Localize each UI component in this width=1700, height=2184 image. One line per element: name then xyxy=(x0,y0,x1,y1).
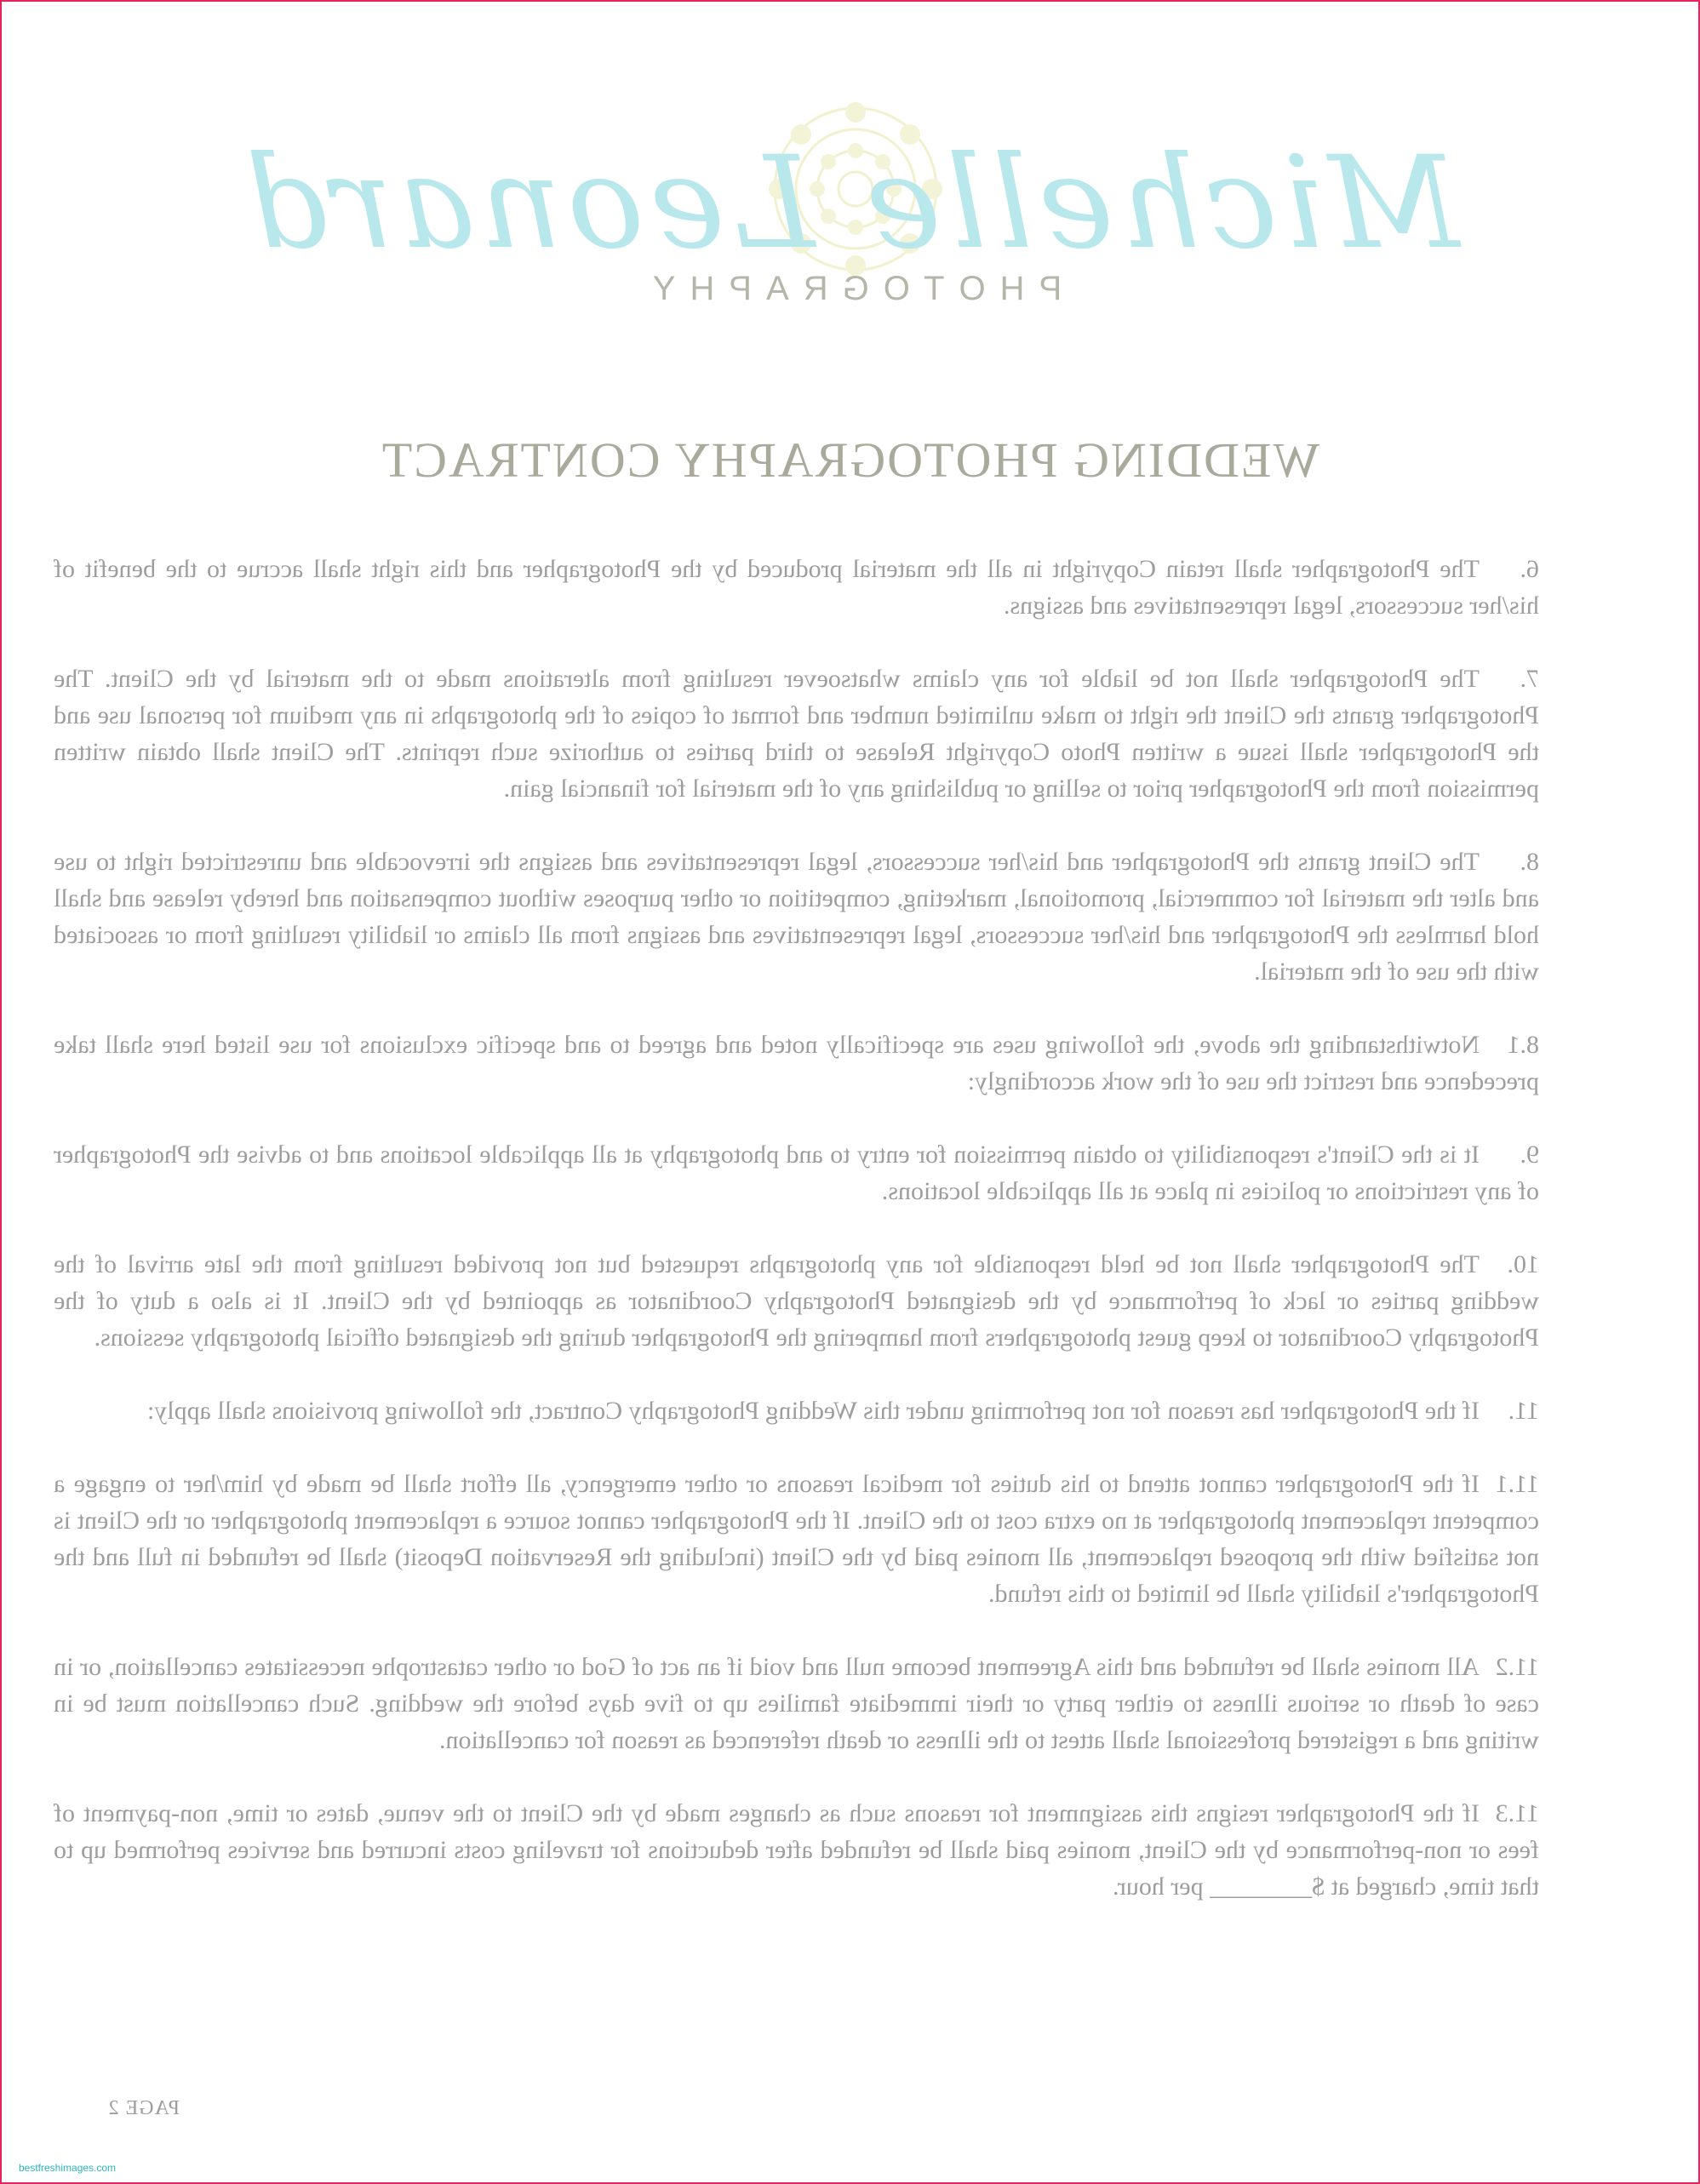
logo-subtitle: PHOTOGRAPHY xyxy=(638,270,1062,307)
clause-10 xyxy=(54,1246,1539,1356)
clause-number: 11.1 xyxy=(1495,1470,1539,1498)
clause-text: The Client grants the Photographer and his/her successors, legal representatives and assigns the irrevocable and unrestricted right to use and alter the material for commercial, promotional, marketing, competition or other purposes without compensation and hereby release and shall hold harmless the Photographer and his/her successors, legal representatives and assigns from all claims or liability resulting from or associated with the use of the material. xyxy=(54,848,1539,986)
clause-number: 11. xyxy=(1508,1397,1539,1425)
clause-text: If the Photographer has reason for not performing under this Wedding Photography Contract, the following provisions shall apply: xyxy=(146,1397,1480,1425)
clause-number: 11.3 xyxy=(1495,1799,1539,1827)
clause-number: 6. xyxy=(1520,555,1539,583)
clause-11-2 xyxy=(54,1649,1539,1758)
clause-8 xyxy=(54,843,1539,990)
clause-6 xyxy=(54,551,1539,624)
clause-number: 9. xyxy=(1520,1141,1539,1169)
clause-9 xyxy=(54,1136,1539,1209)
watermark: bestfreshimages.com xyxy=(19,2162,117,2174)
clause-text: If the Photographer cannot attend to his duties for medical reasons or other emergency, all effort shall be made by him/her to engage a competent replacement photographer at no extra cost to the Client. If the Photographer cannot source a replacement photographer or the Client is not satisfied with the proposed replacement, all monies paid by the Client (including the Reservation Deposit) shall be refunded in full and the Photographer's liability shall be limited to this refund. xyxy=(54,1470,1539,1608)
clause-8-1 xyxy=(54,1026,1539,1100)
clause-text: It is the Client's responsibility to obtain permission for entry to and photography at all applicable locations and to advise the Photographer of any restrictions or policies in place at all applicable locations. xyxy=(54,1141,1539,1205)
clause-11 xyxy=(54,1392,1539,1429)
clause-number: 7. xyxy=(1520,665,1539,693)
clause-11-3 xyxy=(54,1795,1539,1905)
contract-title: WEDDING PHOTOGRAPHY CONTRACT xyxy=(380,432,1320,488)
clause-7 xyxy=(54,660,1539,807)
page-number: PAGE 2 xyxy=(107,2097,180,2119)
mirrored-document xyxy=(2,2,1698,2182)
logo-script-name: Michelle Leonard xyxy=(240,129,1460,277)
logo xyxy=(2,78,1698,325)
clause-text: Notwithstanding the above, the following uses are specifically noted and agreed to and specific exclusions for use listed here shall take precedence and restrict the use of the work accordingly: xyxy=(54,1031,1539,1095)
contract-body xyxy=(54,551,1539,1941)
clause-number: 8. xyxy=(1520,848,1539,876)
clause-text: The Photographer shall retain Copyright in all the material produced by the Photographer and this right shall accrue to the benefit of his/her successors, legal representatives and assigns. xyxy=(54,555,1539,620)
clause-11-1 xyxy=(54,1466,1539,1612)
clause-number: 8.1 xyxy=(1507,1031,1539,1059)
clause-number: 10. xyxy=(1507,1250,1539,1278)
clause-text: All monies shall be refunded and this Agreement become null and void if an act of God or other catastrophe necessitates cancellation, or in case of death or serious illness to either party or their immediate families up to five days before the wedding. Such cancellation must be in writing and a registered professional shall attest to the illness or death referenced as reason for cancellation. xyxy=(54,1653,1539,1754)
clause-number: 11.2 xyxy=(1495,1653,1539,1681)
clause-text: The Photographer shall not be held responsible for any photographs requested but not provided resulting from the late arrival of the wedding parties or lack of performance by the designated Photography Coordinator as appointed by the Client. It is also a duty of the Photography Coordinator to keep guest photographers from hampering the Photographer during the designated official photography sessions. xyxy=(54,1250,1539,1352)
clause-text: If the Photographer resigns this assignment for reasons such as changes made by the Client to the venue, dates or time, non-payment of fees or non-performance by the Client, monies paid shall be refunded after deductions for traveling costs incurred and services performed up to that time, charged at $________ per hour. xyxy=(54,1799,1539,1901)
clause-text: The Photographer shall not be liable for any claims whatsoever resulting from alterations made to the material by the Client. The Photographer grants the Client the right to make unlimited number and format of copies of the photographs in any medium for personal use and the Photographer shall issue a written Photo Copyright Release to third parties to authorize such reprints. The Client shall obtain written permission from the Photographer prior to selling or publishing any of the material for financial gain. xyxy=(54,665,1539,803)
